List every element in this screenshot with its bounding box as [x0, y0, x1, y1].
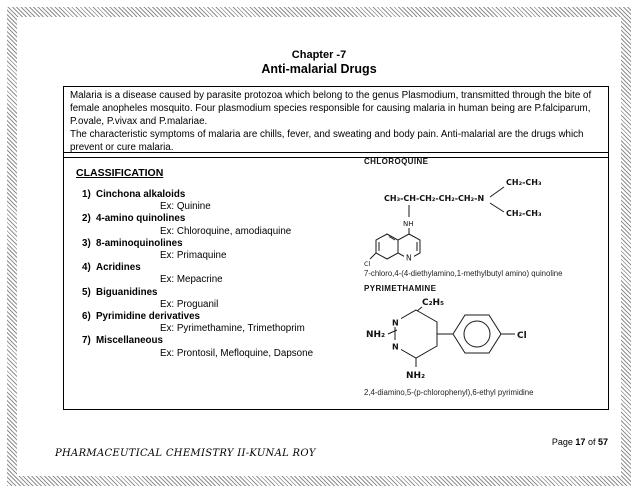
classification-item — [74, 262, 362, 286]
classification-heading: CLASSIFICATION — [76, 167, 164, 179]
chloroquine-structure-diagram — [364, 168, 602, 268]
classification-item — [74, 311, 362, 335]
pyrimethamine-amino-left-label: NH₂ — [366, 330, 386, 340]
chloroquine-ethyl-bottom-label: CH₂-CH₃ — [506, 209, 542, 218]
item-number: 7) — [82, 335, 91, 347]
intro-box — [63, 86, 609, 158]
classification-section — [74, 167, 362, 360]
page-word: Page — [551, 437, 573, 447]
item-example: Ex: Primaquine — [160, 250, 227, 262]
item-name: Cinchona alkaloids — [96, 189, 186, 200]
page-title-block — [0, 48, 638, 77]
chloroquine-ring-nitrogen-label: N — [406, 253, 412, 263]
of-word: of — [587, 437, 596, 447]
pyrimethamine-structure-diagram — [364, 295, 602, 387]
page-number-value: 17 — [575, 437, 586, 447]
pyrimethamine-nitrogen-bottom-label: N — [392, 342, 399, 352]
pyrimethamine-amino-bottom-label: NH₂ — [406, 371, 426, 381]
pyrimethamine-heading: PYRIMETHAMINE — [364, 284, 437, 293]
item-title — [74, 262, 362, 274]
classification-box — [63, 152, 609, 410]
classification-item — [74, 287, 362, 311]
item-example: Ex: Pyrimethamine, Trimethoprim — [160, 323, 305, 335]
item-title — [74, 213, 362, 225]
chloroquine-ethyl-top-label: CH₂-CH₃ — [506, 178, 542, 187]
item-title — [74, 238, 362, 250]
pyrimethamine-caption: 2,4-diamino,5-(p-chlorophenyl),6-ethyl pyrimidine — [364, 388, 534, 397]
classification-item — [74, 335, 362, 359]
classification-item — [74, 213, 362, 237]
structures-column — [364, 157, 604, 397]
item-example: Ex: Quinine — [160, 201, 211, 213]
item-title — [74, 335, 362, 347]
item-title — [74, 287, 362, 299]
item-number: 3) — [82, 237, 91, 249]
item-example: Ex: Prontosil, Mefloquine, Dapsone — [160, 347, 314, 359]
chloroquine-chlorine-label: Cl — [364, 260, 371, 268]
pyrimethamine-nitrogen-top-label: N — [392, 318, 399, 328]
item-number: 2) — [82, 213, 91, 225]
item-number: 6) — [82, 311, 91, 323]
pyrimethamine-chlorine-label: Cl — [517, 331, 527, 341]
chloroquine-chain-label: CH₃-CH-CH₂-CH₂-CH₂-N — [384, 194, 485, 203]
item-title — [74, 189, 362, 201]
chloroquine-nh-label: NH — [403, 220, 414, 228]
item-name: Acridines — [96, 262, 141, 274]
course-footer: PHARMACEUTICAL CHEMISTRY II-KUNAL ROY — [55, 448, 316, 459]
item-name: Miscellaneous — [96, 335, 163, 347]
classification-item — [74, 189, 362, 213]
item-number: 1) — [82, 189, 91, 200]
intro-paragraph-2: The characteristic symptoms of malaria are chills, fever, and sweating and body pain. Anti-malarial are the drugs which prevent or cure malaria. — [70, 129, 584, 153]
item-example: Ex: Chloroquine, amodiaquine — [160, 225, 292, 237]
chloroquine-caption: 7-chloro,4-(4-diethylamino,1-methylbutyl amino) quinoline — [364, 269, 563, 278]
item-number: 5) — [82, 286, 91, 298]
item-name: Pyrimidine derivatives — [96, 311, 201, 323]
item-example: Ex: Mepacrine — [160, 274, 223, 286]
page-number-footer — [552, 437, 608, 447]
chloroquine-heading: CHLOROQUINE — [364, 157, 429, 166]
total-pages-value: 57 — [597, 437, 608, 447]
chapter-heading: Chapter -7 — [291, 49, 347, 61]
item-example: Ex: Proguanil — [160, 298, 219, 310]
intro-paragraph-1: Malaria is a disease caused by parasite protozoa which belong to the genus Plasmodium, transmitted through the bite of female anopheles mosquito. Four plasmodium species responsible for causing malaria in human being are P.falciparum, P.ovale, P.vivax and P.malariae. — [70, 90, 592, 127]
classification-item — [74, 238, 362, 262]
item-name: Biguanidines — [96, 286, 158, 298]
item-title — [74, 311, 362, 323]
item-name: 4-amino quinolines — [96, 213, 186, 225]
pyrimethamine-ethyl-label: C₂H₅ — [422, 298, 445, 308]
item-number: 4) — [82, 262, 91, 274]
page-title: Anti-malarial Drugs — [261, 62, 377, 76]
item-name: 8-aminoquinolines — [96, 237, 183, 249]
